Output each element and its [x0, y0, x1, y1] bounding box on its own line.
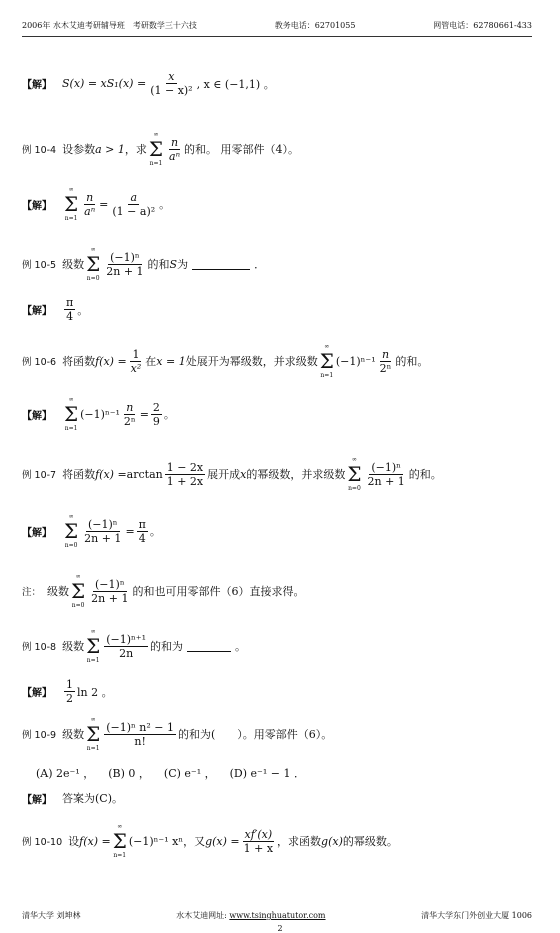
math-sx-tail: , x ∈ (−1,1) 。 — [196, 77, 275, 91]
math-x: x — [240, 467, 247, 481]
answer-text: 答案为(C)。 — [62, 792, 123, 805]
option-d: (D) e⁻¹ − 1 ． — [229, 767, 305, 780]
option-b: (B) 0 ， — [108, 767, 150, 780]
frac-num: (−1)ⁿ n² − 1 — [106, 720, 174, 734]
text: 为 — [177, 258, 189, 271]
frac — [82, 191, 97, 218]
answer-blank — [192, 259, 250, 270]
sum-upper: ∞ — [68, 396, 74, 403]
frac-num: 2 — [152, 400, 160, 414]
note-label: 注： — [22, 587, 42, 598]
frac-den: 2 — [66, 692, 73, 705]
frac-den: 9 — [152, 414, 160, 428]
solution-10-9 — [22, 790, 123, 806]
sigma: Σ — [64, 192, 79, 216]
math-a-gt-1: a > 1 — [95, 142, 125, 156]
frac-num: 1 — [66, 678, 73, 691]
frac — [82, 518, 123, 545]
example-10-4 — [22, 130, 299, 168]
text: 设 — [68, 835, 80, 848]
math-term: (−1)ⁿ⁻¹ xⁿ — [128, 834, 184, 848]
math-f: f(x) = — [95, 467, 127, 481]
example-label: 例 10-8 — [22, 642, 57, 653]
frac-den: aⁿ — [169, 149, 181, 163]
sum-lower: n=1 — [64, 215, 78, 222]
frac-den: aⁿ — [84, 204, 96, 218]
sol-label: 【解】 — [22, 688, 52, 699]
answer-blank — [187, 641, 231, 652]
frac-den: (1 − a)² — [112, 204, 156, 218]
frac-den: 1 + 2x — [166, 474, 204, 488]
math-term: (−1)ⁿ⁻¹ — [335, 354, 376, 368]
text: 级数 — [47, 585, 70, 598]
solution-10-8 — [22, 678, 113, 705]
footer-site-label: 水木艾迪网址: — [176, 911, 227, 920]
frac — [167, 136, 182, 163]
solution-10-7: 【解】 ∞ Σ n=0 $\frac{\text{(−1)ⁿ}}{2n + 1}$ = $\frac{\pi}{4}$ 。 — [22, 513, 161, 549]
header-rule — [22, 36, 532, 37]
frac-num: n — [86, 190, 94, 204]
text: 级数 — [62, 258, 85, 271]
sum-lower: n=0 — [348, 485, 361, 492]
example-10-6 — [22, 342, 428, 380]
frac-den: 2n — [119, 646, 134, 660]
frac-num: (−1)ⁿ — [371, 460, 401, 474]
text: 的和为 — [150, 640, 184, 653]
frac-num: (−1)ⁿ⁺¹ — [106, 632, 147, 646]
solution-10-6: 【解】 ∞ Σ n=1 (−1)ⁿ⁻¹ $\frac{n}{\text{2ⁿ}}$ = $\frac{2}{9}$ 。 — [22, 396, 175, 432]
example-label: 例 10-9 — [22, 730, 57, 741]
math-gx: g(x) — [321, 834, 343, 848]
sum-symbol — [347, 455, 361, 493]
sigma: Σ — [71, 579, 86, 603]
page-header — [22, 20, 532, 31]
sol-label: 【解】 — [22, 527, 52, 539]
text: 级数 — [62, 640, 85, 653]
frac-num: a — [130, 190, 138, 204]
sum-upper: ∞ — [68, 186, 74, 193]
sol-label: 【解】 — [22, 410, 52, 422]
text: 将函数 — [62, 355, 96, 368]
sigma: Σ — [64, 402, 79, 426]
header-phone-office: 教务电话：62701055 — [274, 21, 356, 30]
frac-num: π — [138, 517, 146, 531]
frac-den: 4 — [66, 310, 74, 323]
frac — [165, 461, 205, 488]
frac-num: 1 — [132, 347, 140, 361]
text: ． — [254, 258, 266, 271]
text: 。 — [235, 640, 247, 653]
example-10-5 — [22, 245, 265, 283]
options-10-9 — [36, 765, 319, 781]
sum-symbol — [64, 395, 78, 433]
option-a: (A) 2e⁻¹ ， — [36, 767, 95, 780]
sigma: Σ — [319, 349, 334, 373]
math-term: (−1)ⁿ⁻¹ — [80, 407, 120, 421]
frac — [104, 251, 145, 278]
equals: = — [139, 407, 149, 421]
frac — [366, 461, 407, 488]
frac-den: 2n + 1 — [367, 474, 405, 488]
sum-symbol — [86, 627, 100, 665]
frac — [89, 578, 130, 605]
sum-upper: ∞ — [68, 513, 74, 520]
sigma: Σ — [347, 462, 362, 486]
text: ，求函数 — [277, 835, 322, 848]
sol-label: 【解】 — [22, 80, 52, 91]
text: 展开成 — [207, 468, 241, 481]
math-x1: x = 1 — [156, 354, 186, 368]
page-number: 2 — [277, 924, 283, 933]
example-label: 例 10-5 — [22, 260, 57, 271]
frac-num: (−1)ⁿ — [110, 250, 140, 264]
footer-address: 清华大学东门外创业大厦 1006 — [421, 911, 532, 920]
equals: = — [99, 197, 109, 211]
sum-symbol — [71, 572, 85, 610]
frac — [64, 296, 75, 323]
text: 级数 — [62, 728, 85, 741]
solution-10-5: 【解】 $\frac{\pi}{4}$ 。 — [22, 296, 89, 323]
sigma: Σ — [86, 252, 101, 276]
text: 将函数 — [62, 468, 96, 481]
frac-num: xf′(x) — [244, 827, 273, 841]
frac-den: (1 − x)² — [150, 84, 193, 97]
sum-lower: n=1 — [86, 657, 100, 664]
math-S: S — [169, 257, 178, 271]
header-phone-web: 网管电话：62780661-433 — [433, 21, 532, 30]
frac — [151, 401, 162, 428]
frac-den: 2n + 1 — [91, 591, 129, 605]
frac — [137, 518, 148, 545]
frac-num: (−1)ⁿ — [88, 517, 118, 531]
frac-den: x² — [130, 361, 142, 375]
frac-den: n! — [134, 734, 146, 748]
frac — [104, 633, 148, 660]
frac — [378, 348, 394, 375]
example-10-8 — [22, 627, 246, 665]
sum-upper: ∞ — [90, 628, 96, 635]
example-label: 例 10-4 — [22, 145, 57, 156]
text: ，又 — [183, 835, 206, 848]
text: 的和为( ）。用零部件（6）。 — [178, 728, 333, 741]
sigma: Σ — [148, 137, 164, 161]
math-f: f(x) = — [95, 354, 127, 368]
frac-num: n — [170, 135, 179, 149]
frac — [110, 191, 157, 218]
math-sx: S(x) = xS₁(x) = — [62, 77, 147, 90]
text: 的和。 — [395, 355, 429, 368]
text: 的和 — [147, 258, 170, 271]
frac-sx — [148, 70, 194, 97]
equals: = — [125, 524, 135, 538]
sum-upper: ∞ — [324, 343, 330, 350]
frac-den: 2ⁿ — [379, 361, 392, 375]
footer-author: 清华大学 刘坤林 — [22, 911, 81, 920]
example-10-7 — [22, 455, 442, 493]
sum-lower: n=0 — [86, 275, 100, 282]
sol-label: 【解】 — [22, 306, 52, 317]
frac — [64, 678, 75, 705]
text: 在 — [145, 355, 157, 368]
text: 的幂级数。 — [342, 835, 398, 848]
text: 设参数 — [62, 143, 96, 156]
sigma: Σ — [86, 634, 101, 658]
frac-num: x — [168, 70, 175, 83]
sum-lower: n=1 — [320, 372, 334, 379]
frac-num: n — [126, 400, 134, 414]
sum-upper: ∞ — [75, 573, 81, 580]
sol-label: 【解】 — [22, 794, 52, 806]
frac-num: π — [66, 296, 74, 309]
math-arctan: arctan — [126, 467, 163, 481]
solution-10-4: 【解】 ∞ Σ n=1 $\frac{n}{\text{aⁿ}}$ = $\frac{a}{\text{(1 − a)²}}$ 。 — [22, 186, 171, 222]
frac-den: 2n + 1 — [106, 264, 144, 278]
sum-lower: n=1 — [64, 425, 78, 432]
text: 的和也可用零部件（6）直接求得。 — [132, 585, 305, 598]
sum-symbol — [86, 245, 100, 283]
frac-num: n — [381, 347, 390, 361]
math-g: g(x) = — [205, 834, 240, 848]
math-f: f(x) = — [79, 834, 111, 848]
frac — [104, 721, 176, 748]
sum-lower: n=1 — [113, 852, 127, 859]
note — [22, 572, 304, 610]
example-label: 例 10-10 — [22, 837, 63, 848]
text: 的幂级数，并求级数 — [246, 468, 346, 481]
footer-site — [176, 910, 325, 921]
header-title: 2006年 水木艾迪考研辅导班 考研数学三十六技 — [22, 21, 197, 30]
sigma: Σ — [86, 722, 101, 746]
text: 处展开为幂级数，并求级数 — [185, 355, 318, 368]
sum-symbol — [149, 130, 163, 168]
option-c: (C) e⁻¹ ， — [163, 767, 216, 780]
example-10-10 — [22, 822, 398, 860]
sum-lower: n=1 — [149, 160, 163, 167]
sum-lower: n=0 — [64, 542, 78, 549]
example-label: 例 10-7 — [22, 470, 57, 481]
sum-symbol — [86, 715, 100, 753]
frac-den: 2n + 1 — [84, 531, 122, 545]
sum-upper: ∞ — [90, 246, 96, 253]
example-label: 例 10-6 — [22, 357, 57, 368]
sum-upper: ∞ — [153, 131, 159, 138]
text: ，求 — [124, 143, 147, 156]
frac — [122, 401, 138, 428]
sum-upper: ∞ — [117, 823, 123, 830]
text: 的和。 用零部件（4）。 — [184, 143, 300, 156]
sum-symbol — [64, 185, 78, 223]
solution-sx — [22, 70, 275, 97]
text: 的和。 — [408, 468, 442, 481]
frac-den: 1 + x — [243, 841, 274, 855]
sum-symbol — [320, 342, 334, 380]
footer-site-link[interactable]: www.tsinghuatutor.com — [229, 911, 326, 920]
frac-num: (−1)ⁿ — [95, 577, 125, 591]
sigma: Σ — [112, 829, 127, 853]
frac — [242, 828, 275, 855]
sol-label: 【解】 — [22, 200, 52, 212]
example-10-9 — [22, 715, 332, 753]
sum-lower: n=1 — [86, 745, 100, 752]
page-footer — [22, 910, 532, 921]
frac-den: 4 — [138, 531, 146, 545]
sum-symbol — [64, 512, 78, 550]
frac-den: 2ⁿ — [123, 414, 136, 428]
sum-lower: n=0 — [71, 602, 85, 609]
sum-upper: ∞ — [90, 716, 96, 723]
frac-num: 1 − 2x — [166, 460, 204, 474]
math-ln2: ln 2 。 — [77, 685, 113, 699]
sum-upper: ∞ — [351, 456, 357, 463]
sigma: Σ — [64, 519, 79, 543]
sum-symbol — [113, 822, 127, 860]
frac — [129, 348, 144, 375]
